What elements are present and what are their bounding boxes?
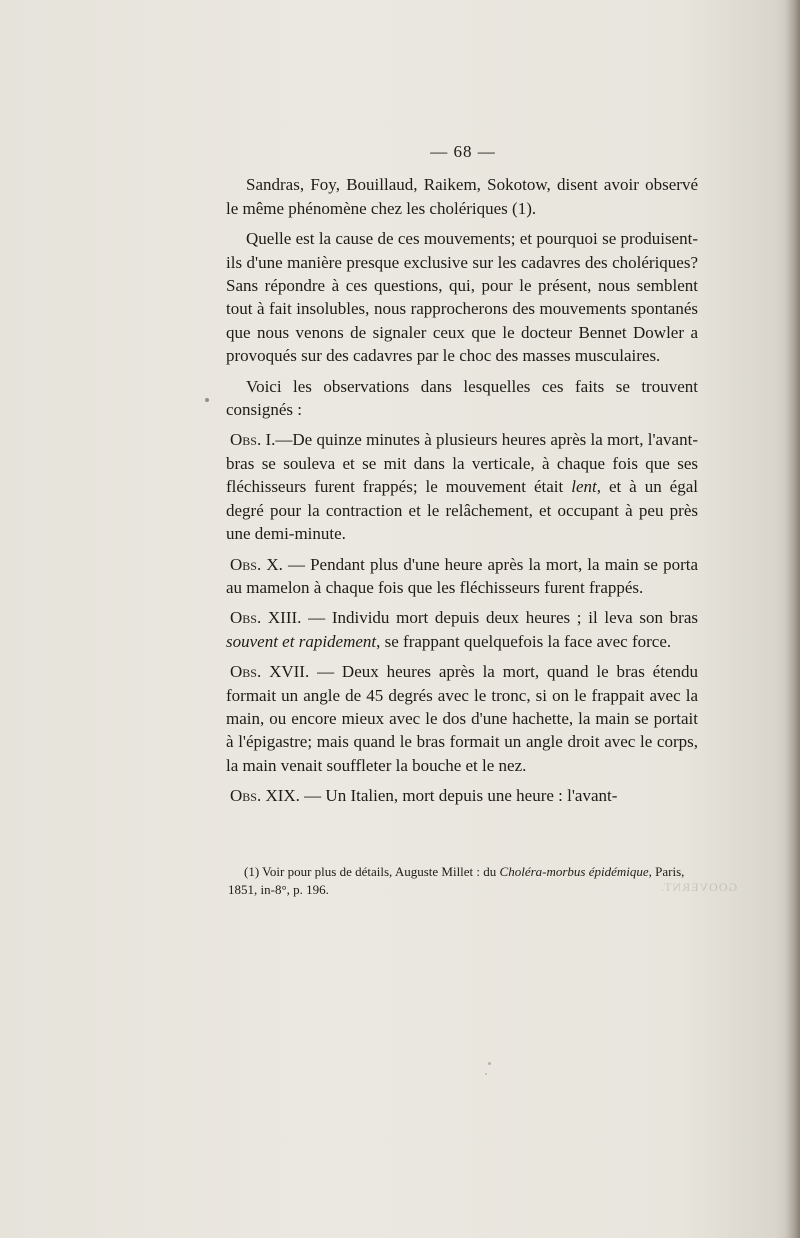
paper-speck bbox=[205, 398, 209, 402]
page-body bbox=[226, 140, 698, 815]
paper-speck bbox=[485, 1073, 487, 1075]
observation-label: Obs. X. bbox=[230, 554, 283, 574]
observation-label: Obs. XVII. bbox=[230, 662, 310, 682]
observation-text: — Individu mort depuis deux heures ; il leva son bras bbox=[301, 608, 699, 628]
paragraph-3: Voici les observations dans lesquelles ces faits se trouvent consignés : bbox=[226, 376, 698, 420]
observation-label: Obs. XIX. bbox=[230, 786, 300, 806]
observation-emphasis: lent bbox=[571, 477, 597, 497]
observation-label: Obs. I. bbox=[230, 430, 276, 450]
observation-5 bbox=[226, 784, 698, 807]
observation-text-cont: , se frappant quelquefois la face avec force. bbox=[376, 631, 672, 651]
observation-2 bbox=[226, 553, 698, 600]
observation-text: — Deux heures après la mort, quand le bras étendu formait un angle de 45 degrés avec le tronc, si on le frappait avec la main, ou encore mieux avec le dos d'une hachette, la main se portait à l'épigastre; mais quand le bras formait un angle droit avec le corps, la main venait souffleter la bouche et le nez. bbox=[226, 662, 698, 775]
footnote-title: Choléra-morbus épidémique bbox=[499, 864, 649, 879]
observation-3 bbox=[226, 606, 698, 653]
observation-text-cont: , et à un égal degré pour la contraction et le relâchement, et occupant à peu près une demi-minute. bbox=[226, 477, 698, 544]
paragraph-1: Sandras, Foy, Bouillaud, Raikem, Sokotow, disent avoir observé le même phénomène chez les cholériques (1). bbox=[226, 175, 698, 218]
observation-emphasis: souvent et rapidement bbox=[226, 631, 377, 651]
bleed-through-text: GOOVERNT. bbox=[660, 880, 738, 894]
page-edge-shadow bbox=[786, 0, 800, 1238]
observation-label: Obs. XIII. bbox=[230, 608, 302, 628]
observation-text: — Un Italien, mort depuis une heure : l'avant- bbox=[299, 786, 618, 806]
footnote-text-cont: , Paris, 1851, in-8°, p. 196. bbox=[228, 864, 685, 897]
paper-speck bbox=[488, 1062, 491, 1065]
page-number: — 68 — bbox=[430, 142, 496, 161]
observation-text: — Pendant plus d'une heure après la mort, la main se porta au mamelon à chaque fois que les fléchisseurs furent frappés. bbox=[226, 554, 698, 597]
footnote-text: (1) Voir pour plus de détails, Auguste Millet : du bbox=[244, 864, 500, 879]
paragraph-2: Quelle est la cause de ces mouvements; et pourquoi se produisent-ils d'une manière presque exclusive sur les cadavres des cholériques? Sans répondre à ces questions, qui, pour le présent, nous semblent tout à fait insolubles, nous rapprocherons des mouvements spontanés que nous venons de signaler ceux que le docteur Bennet Dowler a provoqués sur des cadavres par le choc des masses musculaires. bbox=[226, 229, 698, 366]
observation-4 bbox=[226, 660, 698, 777]
observation-text: —De quinze minutes à plusieurs heures après la mort, l'avant-bras se souleva et se mit dans la verticale, à chaque fois que ses fléchisseurs furent frappés; le mouvement était bbox=[226, 430, 698, 497]
observation-1 bbox=[226, 428, 698, 545]
footnote bbox=[228, 863, 698, 899]
